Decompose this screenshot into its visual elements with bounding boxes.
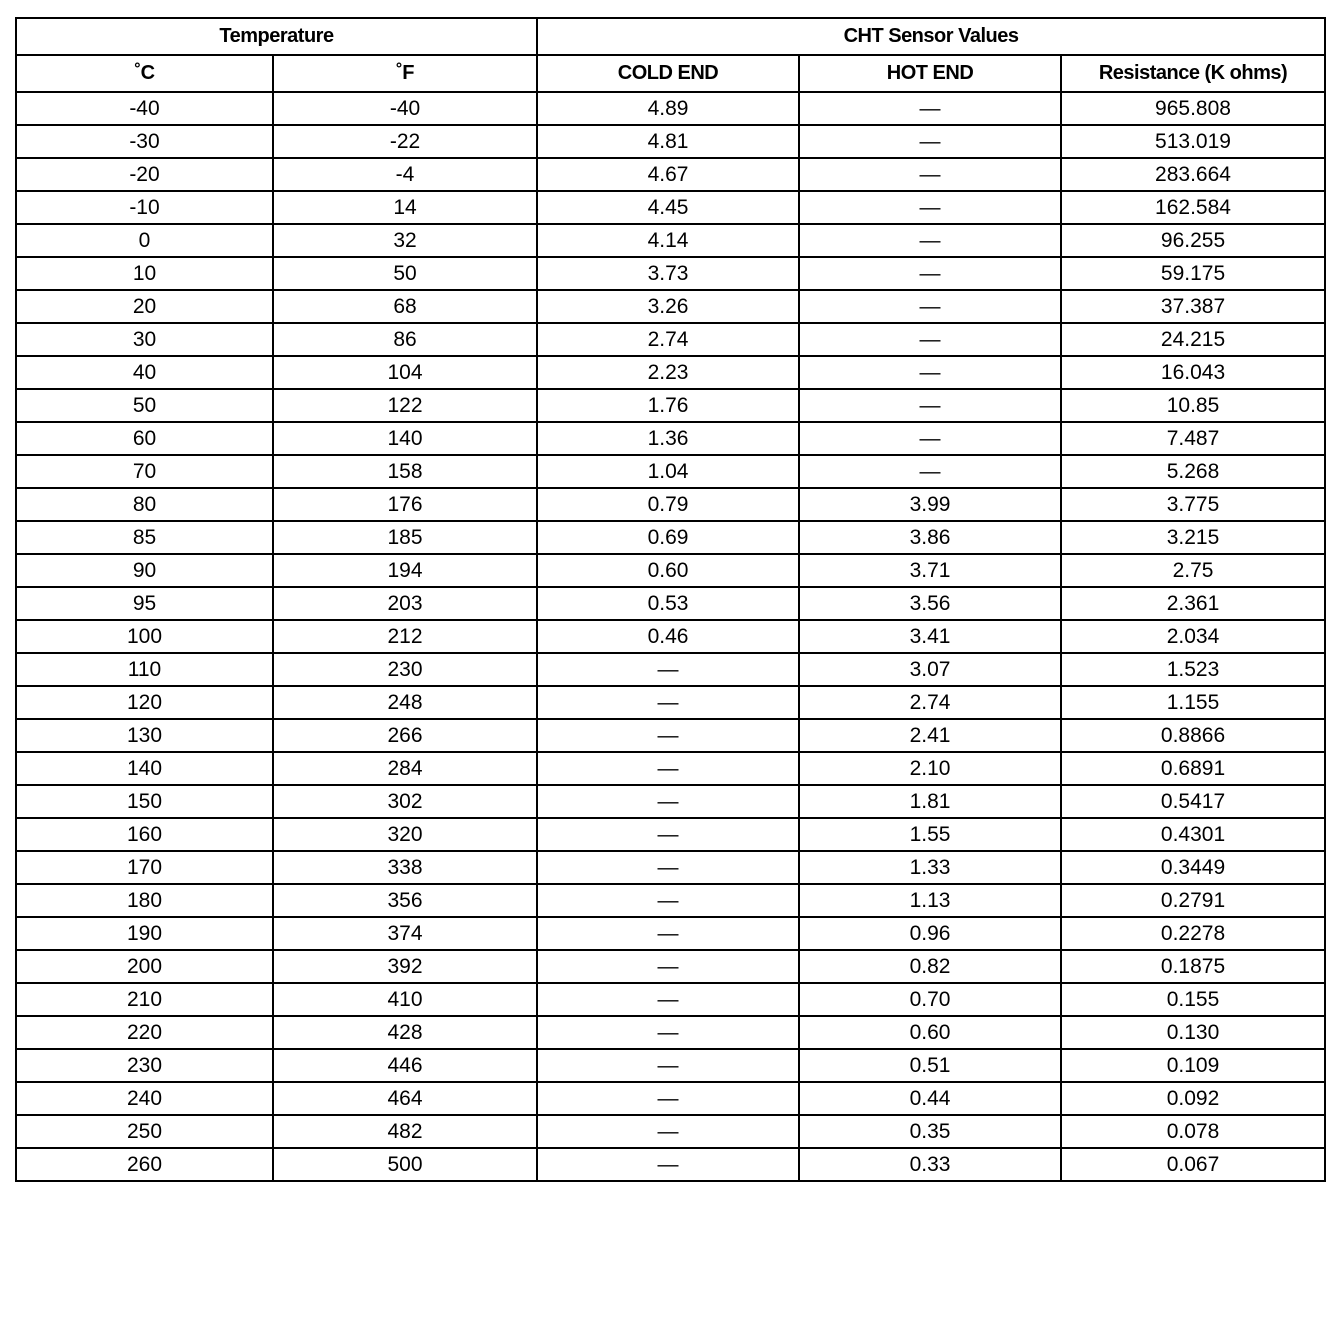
cell-resistance: 0.092	[1061, 1082, 1325, 1115]
table-row	[16, 752, 1325, 785]
column-header-hot-end: HOT END	[799, 55, 1061, 92]
cell-celsius: 130	[16, 719, 273, 752]
cell-celsius: 70	[16, 455, 273, 488]
cell-celsius: 140	[16, 752, 273, 785]
cell-hot-end: 3.86	[799, 521, 1061, 554]
cell-celsius: 85	[16, 521, 273, 554]
cell-celsius: 0	[16, 224, 273, 257]
cell-hot-end: 0.82	[799, 950, 1061, 983]
cell-resistance: 3.215	[1061, 521, 1325, 554]
cell-celsius: 260	[16, 1148, 273, 1181]
table-row	[16, 1049, 1325, 1082]
cell-hot-end: 1.33	[799, 851, 1061, 884]
cell-resistance: 0.130	[1061, 1016, 1325, 1049]
cell-cold-end: 4.45	[537, 191, 799, 224]
cell-hot-end: —	[799, 125, 1061, 158]
cell-celsius: 90	[16, 554, 273, 587]
cell-hot-end: —	[799, 290, 1061, 323]
cell-cold-end: 4.81	[537, 125, 799, 158]
cell-celsius: 80	[16, 488, 273, 521]
cell-resistance: 0.109	[1061, 1049, 1325, 1082]
cell-resistance: 162.584	[1061, 191, 1325, 224]
cell-resistance: 0.4301	[1061, 818, 1325, 851]
cell-cold-end: 1.04	[537, 455, 799, 488]
cell-resistance: 0.078	[1061, 1115, 1325, 1148]
cell-hot-end: 3.41	[799, 620, 1061, 653]
cell-cold-end: —	[537, 917, 799, 950]
table-row	[16, 917, 1325, 950]
table-row	[16, 323, 1325, 356]
cell-celsius: -40	[16, 92, 273, 125]
cell-celsius: 30	[16, 323, 273, 356]
cell-hot-end: —	[799, 158, 1061, 191]
cell-hot-end: —	[799, 422, 1061, 455]
cell-celsius: 120	[16, 686, 273, 719]
cell-celsius: 20	[16, 290, 273, 323]
cell-resistance: 0.2278	[1061, 917, 1325, 950]
cell-hot-end: —	[799, 191, 1061, 224]
cht-sensor-table	[15, 17, 1326, 1182]
cell-resistance: 0.155	[1061, 983, 1325, 1016]
cell-resistance: 0.3449	[1061, 851, 1325, 884]
cell-hot-end: 0.35	[799, 1115, 1061, 1148]
table-row	[16, 158, 1325, 191]
cell-resistance: 2.361	[1061, 587, 1325, 620]
table-row	[16, 719, 1325, 752]
cell-resistance: 0.5417	[1061, 785, 1325, 818]
table-row	[16, 785, 1325, 818]
cell-hot-end: —	[799, 92, 1061, 125]
cell-hot-end: 1.81	[799, 785, 1061, 818]
table-row	[16, 818, 1325, 851]
cell-celsius: 220	[16, 1016, 273, 1049]
column-header-celsius: ˚C	[16, 55, 273, 92]
cell-resistance: 7.487	[1061, 422, 1325, 455]
table-row	[16, 620, 1325, 653]
cell-cold-end: 4.14	[537, 224, 799, 257]
cell-cold-end: 4.89	[537, 92, 799, 125]
table-row	[16, 92, 1325, 125]
cell-cold-end: —	[537, 1148, 799, 1181]
cell-hot-end: 2.41	[799, 719, 1061, 752]
cell-cold-end: 1.76	[537, 389, 799, 422]
cell-fahrenheit: -22	[273, 125, 537, 158]
cell-cold-end: —	[537, 653, 799, 686]
cell-resistance: 5.268	[1061, 455, 1325, 488]
cell-resistance: 10.85	[1061, 389, 1325, 422]
cell-cold-end: 2.74	[537, 323, 799, 356]
cell-fahrenheit: 122	[273, 389, 537, 422]
cell-resistance: 0.067	[1061, 1148, 1325, 1181]
cell-fahrenheit: -4	[273, 158, 537, 191]
cell-celsius: 100	[16, 620, 273, 653]
table-row	[16, 356, 1325, 389]
cell-fahrenheit: 482	[273, 1115, 537, 1148]
cell-cold-end: —	[537, 884, 799, 917]
cell-celsius: 210	[16, 983, 273, 1016]
table-row	[16, 521, 1325, 554]
table-row	[16, 653, 1325, 686]
cell-cold-end: —	[537, 950, 799, 983]
cell-hot-end: 0.33	[799, 1148, 1061, 1181]
table-row	[16, 488, 1325, 521]
table-row	[16, 950, 1325, 983]
cell-fahrenheit: 203	[273, 587, 537, 620]
cell-celsius: 250	[16, 1115, 273, 1148]
table-row	[16, 851, 1325, 884]
cell-cold-end: 4.67	[537, 158, 799, 191]
cell-hot-end: 3.07	[799, 653, 1061, 686]
cell-cold-end: 1.36	[537, 422, 799, 455]
cell-fahrenheit: 50	[273, 257, 537, 290]
cell-celsius: 110	[16, 653, 273, 686]
cell-celsius: 150	[16, 785, 273, 818]
column-header-row	[16, 55, 1325, 92]
cell-hot-end: 3.56	[799, 587, 1061, 620]
cell-celsius: 200	[16, 950, 273, 983]
cell-celsius: 230	[16, 1049, 273, 1082]
cell-fahrenheit: 14	[273, 191, 537, 224]
cell-fahrenheit: 104	[273, 356, 537, 389]
cell-hot-end: 0.51	[799, 1049, 1061, 1082]
cell-fahrenheit: 266	[273, 719, 537, 752]
cell-fahrenheit: 185	[273, 521, 537, 554]
cell-resistance: 37.387	[1061, 290, 1325, 323]
cell-fahrenheit: 500	[273, 1148, 537, 1181]
table-row	[16, 389, 1325, 422]
cell-cold-end: —	[537, 752, 799, 785]
cell-celsius: -30	[16, 125, 273, 158]
cell-hot-end: 2.10	[799, 752, 1061, 785]
cell-resistance: 283.664	[1061, 158, 1325, 191]
cell-fahrenheit: 356	[273, 884, 537, 917]
table-row	[16, 587, 1325, 620]
cell-hot-end: —	[799, 323, 1061, 356]
table-row	[16, 983, 1325, 1016]
cell-resistance: 16.043	[1061, 356, 1325, 389]
cell-cold-end: —	[537, 1016, 799, 1049]
cell-resistance: 965.808	[1061, 92, 1325, 125]
cell-resistance: 2.034	[1061, 620, 1325, 653]
cell-fahrenheit: -40	[273, 92, 537, 125]
table-body	[16, 92, 1325, 1181]
cell-resistance: 0.6891	[1061, 752, 1325, 785]
cell-celsius: 95	[16, 587, 273, 620]
cell-resistance: 1.523	[1061, 653, 1325, 686]
cell-cold-end: —	[537, 1082, 799, 1115]
cell-celsius: 160	[16, 818, 273, 851]
cell-fahrenheit: 68	[273, 290, 537, 323]
cell-cold-end: —	[537, 1115, 799, 1148]
cell-cold-end: 0.79	[537, 488, 799, 521]
cell-hot-end: —	[799, 224, 1061, 257]
cell-resistance: 2.75	[1061, 554, 1325, 587]
cell-cold-end: 0.69	[537, 521, 799, 554]
cell-resistance: 513.019	[1061, 125, 1325, 158]
group-header-row	[16, 18, 1325, 55]
table-row	[16, 1148, 1325, 1181]
table-row	[16, 1082, 1325, 1115]
cell-cold-end: —	[537, 686, 799, 719]
cell-celsius: 240	[16, 1082, 273, 1115]
cell-celsius: 180	[16, 884, 273, 917]
table-row	[16, 884, 1325, 917]
column-header-cold-end: COLD END	[537, 55, 799, 92]
cell-fahrenheit: 428	[273, 1016, 537, 1049]
cell-cold-end: —	[537, 719, 799, 752]
cell-fahrenheit: 446	[273, 1049, 537, 1082]
cell-celsius: 60	[16, 422, 273, 455]
cell-cold-end: —	[537, 1049, 799, 1082]
cell-hot-end: 1.13	[799, 884, 1061, 917]
cell-celsius: 10	[16, 257, 273, 290]
cell-hot-end: 3.71	[799, 554, 1061, 587]
cell-fahrenheit: 212	[273, 620, 537, 653]
cell-hot-end: —	[799, 356, 1061, 389]
cell-hot-end: 0.44	[799, 1082, 1061, 1115]
cell-fahrenheit: 392	[273, 950, 537, 983]
table-row	[16, 455, 1325, 488]
cell-hot-end: 2.74	[799, 686, 1061, 719]
cell-cold-end: —	[537, 851, 799, 884]
cell-cold-end: —	[537, 983, 799, 1016]
table-row	[16, 1115, 1325, 1148]
cell-cold-end: 0.46	[537, 620, 799, 653]
cell-fahrenheit: 248	[273, 686, 537, 719]
sensor-values-group-header: CHT Sensor Values	[537, 18, 1325, 55]
cell-resistance: 0.8866	[1061, 719, 1325, 752]
cell-hot-end: —	[799, 389, 1061, 422]
cell-fahrenheit: 176	[273, 488, 537, 521]
cell-hot-end: 1.55	[799, 818, 1061, 851]
cell-fahrenheit: 374	[273, 917, 537, 950]
cell-resistance: 0.1875	[1061, 950, 1325, 983]
table-row	[16, 224, 1325, 257]
cell-hot-end: —	[799, 257, 1061, 290]
cell-resistance: 96.255	[1061, 224, 1325, 257]
cell-fahrenheit: 32	[273, 224, 537, 257]
cell-celsius: -20	[16, 158, 273, 191]
cell-celsius: 170	[16, 851, 273, 884]
cell-fahrenheit: 302	[273, 785, 537, 818]
cell-fahrenheit: 158	[273, 455, 537, 488]
cell-hot-end: —	[799, 455, 1061, 488]
column-header-fahrenheit: ˚F	[273, 55, 537, 92]
table-row	[16, 125, 1325, 158]
cell-celsius: 40	[16, 356, 273, 389]
temperature-group-header: Temperature	[16, 18, 537, 55]
table-row	[16, 554, 1325, 587]
cell-fahrenheit: 464	[273, 1082, 537, 1115]
table-row	[16, 686, 1325, 719]
cell-fahrenheit: 338	[273, 851, 537, 884]
cell-fahrenheit: 284	[273, 752, 537, 785]
cell-celsius: 50	[16, 389, 273, 422]
cell-fahrenheit: 194	[273, 554, 537, 587]
cell-cold-end: —	[537, 785, 799, 818]
cell-cold-end: 0.53	[537, 587, 799, 620]
cell-cold-end: 2.23	[537, 356, 799, 389]
cell-cold-end: —	[537, 818, 799, 851]
cell-fahrenheit: 230	[273, 653, 537, 686]
column-header-resistance: Resistance (K ohms)	[1061, 55, 1325, 92]
cell-cold-end: 0.60	[537, 554, 799, 587]
cell-resistance: 0.2791	[1061, 884, 1325, 917]
cell-resistance: 24.215	[1061, 323, 1325, 356]
cell-hot-end: 0.70	[799, 983, 1061, 1016]
table-row	[16, 290, 1325, 323]
cell-fahrenheit: 320	[273, 818, 537, 851]
cell-hot-end: 0.60	[799, 1016, 1061, 1049]
table-row	[16, 257, 1325, 290]
cell-resistance: 1.155	[1061, 686, 1325, 719]
cell-celsius: -10	[16, 191, 273, 224]
cell-hot-end: 3.99	[799, 488, 1061, 521]
table-row	[16, 1016, 1325, 1049]
table-row	[16, 422, 1325, 455]
cell-fahrenheit: 86	[273, 323, 537, 356]
cell-hot-end: 0.96	[799, 917, 1061, 950]
cell-cold-end: 3.73	[537, 257, 799, 290]
cell-fahrenheit: 410	[273, 983, 537, 1016]
cell-cold-end: 3.26	[537, 290, 799, 323]
cell-fahrenheit: 140	[273, 422, 537, 455]
table-row	[16, 191, 1325, 224]
cell-celsius: 190	[16, 917, 273, 950]
cell-resistance: 3.775	[1061, 488, 1325, 521]
cell-resistance: 59.175	[1061, 257, 1325, 290]
